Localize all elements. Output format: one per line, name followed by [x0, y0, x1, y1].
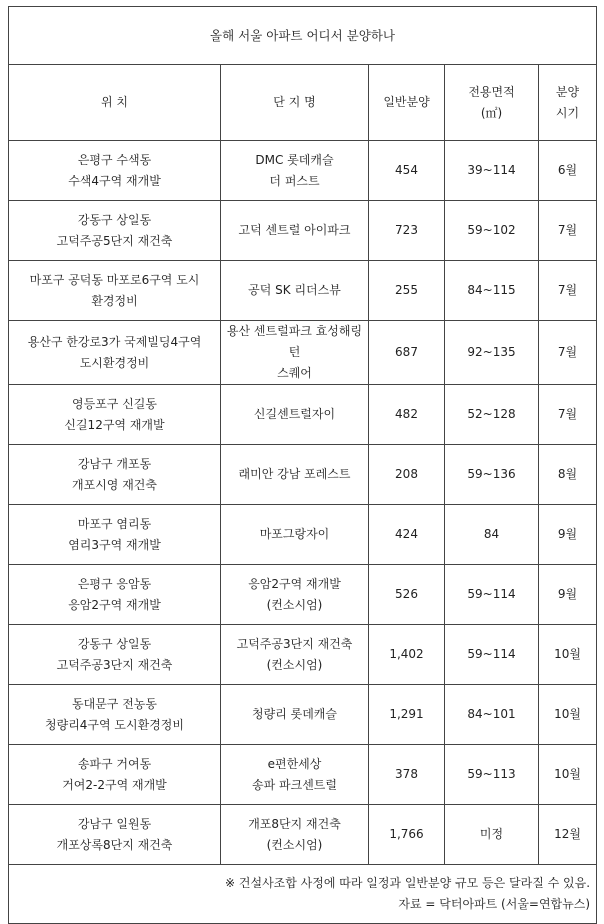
header-period [539, 65, 597, 141]
cell-complex-name-line-2: (컨소시엄) [266, 657, 323, 672]
cell-period-line-1: 7월 [557, 407, 578, 421]
cell-general-supply [369, 445, 445, 505]
table-title: 올해 서울 아파트 어디서 분양하나 [9, 7, 597, 65]
cell-location-line-2: 신길12구역 재개발 [64, 417, 165, 432]
cell-location-line-1: 송파구 거여동 [77, 756, 152, 771]
cell-complex-name-line-1: 신길센트럴자이 [253, 407, 336, 421]
cell-period-line-1: 12월 [554, 827, 581, 841]
cell-location-line-2: 개포상록8단지 재건축 [56, 837, 173, 852]
cell-general-supply [369, 321, 445, 385]
table-row [9, 445, 597, 505]
cell-period [539, 141, 597, 201]
cell-period [539, 805, 597, 865]
cell-location-line-2: 청량리4구역 도시환경정비 [45, 717, 184, 732]
header-area-label: 전용면적 [468, 84, 515, 99]
cell-complex-name-line-1: 응암2구역 재개발 [248, 576, 341, 591]
cell-period-line-1: 9월 [557, 527, 578, 541]
cell-general-supply [369, 625, 445, 685]
cell-general-supply [369, 745, 445, 805]
cell-period-line-1: 7월 [557, 223, 578, 237]
cell-complex-name [221, 141, 369, 201]
cell-complex-name [221, 805, 369, 865]
cell-complex-name-line-1: DMC 롯데캐슬 [255, 152, 334, 167]
cell-location-line-1: 강동구 상일동 [77, 212, 152, 227]
cell-complex-name-line-2: 더 퍼스트 [269, 173, 320, 188]
cell-period [539, 745, 597, 805]
cell-area-line-1: 59~114 [467, 587, 516, 601]
cell-complex-name [221, 385, 369, 445]
cell-area-line-1: 59~102 [467, 223, 516, 237]
cell-general-supply-line-1: 1,291 [389, 707, 424, 721]
cell-location-line-2: 도시환경정비 [79, 355, 150, 370]
cell-location [9, 321, 221, 385]
header-general-supply: 일반분양 [369, 65, 445, 141]
cell-complex-name [221, 745, 369, 805]
cell-area-line-1: 39~114 [467, 163, 516, 177]
cell-location-line-1: 동대문구 전농동 [72, 696, 157, 711]
cell-area [445, 685, 539, 745]
cell-general-supply [369, 261, 445, 321]
cell-general-supply-line-1: 723 [395, 223, 418, 237]
apartment-supply-table-container [8, 6, 596, 911]
cell-area [445, 805, 539, 865]
cell-location-line-1: 마포구 염리동 [77, 516, 152, 531]
cell-general-supply-line-1: 1,766 [389, 827, 424, 841]
cell-location [9, 625, 221, 685]
cell-general-supply-line-1: 454 [395, 163, 418, 177]
cell-complex-name [221, 321, 369, 385]
cell-complex-name [221, 565, 369, 625]
cell-complex-name [221, 261, 369, 321]
table-title-row [9, 7, 597, 65]
cell-general-supply [369, 141, 445, 201]
cell-location [9, 201, 221, 261]
table-row [9, 201, 597, 261]
cell-area-line-1: 84~101 [467, 707, 516, 721]
cell-period [539, 685, 597, 745]
cell-location [9, 505, 221, 565]
table-row [9, 805, 597, 865]
cell-period [539, 625, 597, 685]
cell-complex-name-line-2: (컨소시엄) [266, 597, 323, 612]
cell-general-supply-line-1: 424 [395, 527, 418, 541]
cell-location-line-2: 거여2-2구역 재개발 [62, 777, 167, 792]
table-row [9, 141, 597, 201]
cell-area [445, 141, 539, 201]
header-period-line1: 분양 [555, 84, 580, 99]
cell-complex-name [221, 505, 369, 565]
cell-area [445, 445, 539, 505]
cell-location [9, 445, 221, 505]
table-row [9, 385, 597, 445]
cell-complex-name-line-2: 스퀘어 [277, 366, 312, 380]
cell-period-line-1: 9월 [557, 587, 578, 601]
cell-period-line-1: 10월 [554, 647, 581, 661]
cell-area [445, 565, 539, 625]
header-location: 위 치 [9, 65, 221, 141]
cell-complex-name [221, 201, 369, 261]
cell-location [9, 745, 221, 805]
cell-general-supply [369, 505, 445, 565]
cell-location-line-1: 강남구 일원동 [77, 816, 152, 831]
header-complex-name: 단 지 명 [221, 65, 369, 141]
cell-location [9, 685, 221, 745]
cell-location-line-1: 은평구 수색동 [77, 152, 152, 167]
cell-general-supply [369, 201, 445, 261]
cell-location-line-2: 응암2구역 재개발 [68, 597, 161, 612]
cell-complex-name-line-1: 고덕주공3단지 재건축 [236, 636, 353, 651]
table-row [9, 685, 597, 745]
cell-complex-name-line-2: 송파 파크센트럴 [252, 777, 337, 792]
cell-location [9, 141, 221, 201]
cell-period-line-1: 7월 [557, 283, 578, 297]
cell-location [9, 805, 221, 865]
cell-location-line-2: 고덕주공5단지 재건축 [56, 233, 173, 248]
table-footer-row [9, 865, 597, 924]
cell-location-line-1: 은평구 응암동 [77, 576, 152, 591]
cell-general-supply-line-1: 255 [395, 283, 418, 297]
cell-period-line-1: 7월 [557, 345, 578, 359]
cell-complex-name [221, 685, 369, 745]
cell-area [445, 261, 539, 321]
cell-location [9, 261, 221, 321]
cell-complex-name-line-1: 청량리 롯데캐슬 [252, 707, 337, 721]
cell-general-supply-line-1: 687 [395, 345, 418, 359]
cell-complex-name [221, 625, 369, 685]
cell-area [445, 625, 539, 685]
cell-general-supply-line-1: 526 [395, 587, 418, 601]
cell-location-line-2: 염리3구역 재개발 [68, 537, 161, 552]
header-period-line2: 시기 [555, 105, 580, 120]
cell-complex-name-line-1: e편한세상 [267, 756, 322, 771]
cell-general-supply [369, 385, 445, 445]
footer-source: 자료 = 닥터아파트 (서울=연합뉴스) [398, 897, 591, 911]
cell-general-supply-line-1: 1,402 [389, 647, 424, 661]
cell-location-line-1: 마포구 공덕동 마포로6구역 도시 [29, 272, 200, 287]
cell-complex-name-line-1: 고덕 센트럴 아이파크 [238, 223, 351, 237]
cell-area-line-1: 59~114 [467, 647, 516, 661]
cell-location [9, 565, 221, 625]
table-footer [9, 865, 597, 924]
cell-complex-name [221, 445, 369, 505]
cell-location-line-1: 강동구 상일동 [77, 636, 152, 651]
cell-location-line-2: 수색4구역 재개발 [68, 173, 161, 188]
table-row [9, 625, 597, 685]
cell-location-line-2: 고덕주공3단지 재건축 [56, 657, 173, 672]
cell-area [445, 201, 539, 261]
cell-period [539, 505, 597, 565]
cell-general-supply [369, 565, 445, 625]
cell-period-line-1: 6월 [557, 163, 578, 177]
cell-complex-name-line-2: (컨소시엄) [266, 837, 323, 852]
cell-general-supply-line-1: 208 [395, 467, 418, 481]
apartment-supply-table [8, 6, 597, 924]
footer-note: ※ 건설사조합 사정에 따라 일정과 일반분양 규모 등은 달라질 수 있음. [225, 876, 591, 890]
cell-area [445, 505, 539, 565]
cell-location-line-1: 영등포구 신길동 [72, 396, 157, 411]
cell-period-line-1: 10월 [554, 707, 581, 721]
cell-location-line-2: 개포시영 재건축 [72, 477, 157, 492]
cell-period [539, 565, 597, 625]
cell-period [539, 321, 597, 385]
cell-area [445, 385, 539, 445]
table-header-row [9, 65, 597, 141]
table-row [9, 745, 597, 805]
header-area [445, 65, 539, 141]
cell-general-supply [369, 805, 445, 865]
cell-location [9, 385, 221, 445]
table-row [9, 505, 597, 565]
cell-complex-name-line-1: 공덕 SK 리더스뷰 [248, 283, 341, 297]
cell-location-line-1: 용산구 한강로3가 국제빌딩4구역 [27, 334, 202, 349]
cell-complex-name-line-1: 개포8단지 재건축 [248, 816, 341, 831]
cell-general-supply [369, 685, 445, 745]
cell-area-line-1: 미정 [479, 827, 504, 841]
cell-area-line-1: 59~136 [467, 467, 516, 481]
header-area-unit: (㎡) [480, 105, 503, 120]
cell-area-line-1: 84~115 [467, 283, 516, 297]
cell-complex-name-line-1: 용산 센트럴파크 효성해링턴 [226, 324, 363, 359]
cell-area-line-1: 59~113 [467, 767, 516, 781]
cell-area [445, 321, 539, 385]
cell-area-line-1: 92~135 [467, 345, 516, 359]
cell-complex-name-line-1: 마포그랑자이 [259, 527, 330, 541]
cell-location-line-2: 환경정비 [91, 293, 138, 308]
cell-complex-name-line-1: 래미안 강남 포레스트 [238, 467, 351, 481]
table-row [9, 565, 597, 625]
cell-period [539, 445, 597, 505]
cell-period-line-1: 10월 [554, 767, 581, 781]
cell-area-line-1: 52~128 [467, 407, 516, 421]
table-row [9, 321, 597, 385]
cell-period [539, 261, 597, 321]
cell-location-line-1: 강남구 개포동 [77, 456, 152, 471]
cell-period-line-1: 8월 [557, 467, 578, 481]
cell-period [539, 201, 597, 261]
cell-general-supply-line-1: 378 [395, 767, 418, 781]
table-row [9, 261, 597, 321]
cell-area [445, 745, 539, 805]
cell-general-supply-line-1: 482 [395, 407, 418, 421]
cell-area-line-1: 84 [483, 527, 500, 541]
cell-period [539, 385, 597, 445]
